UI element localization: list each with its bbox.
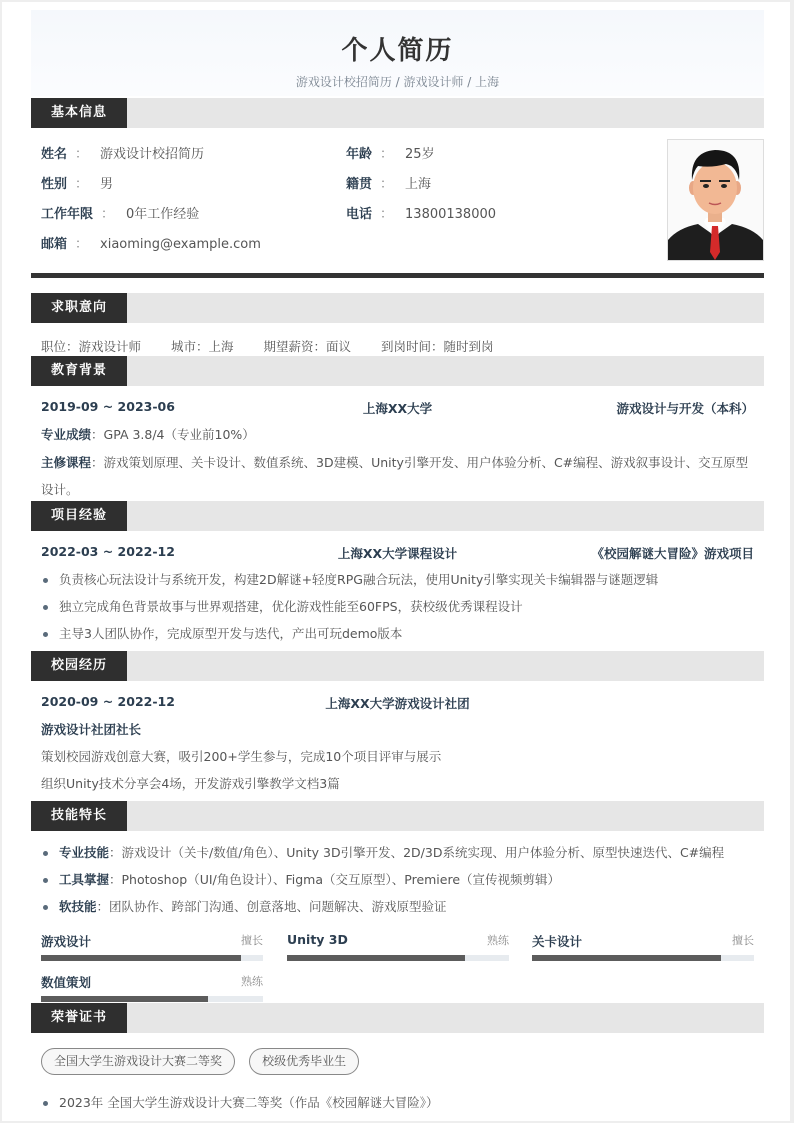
info-age	[346, 146, 435, 164]
skill-bar-track	[41, 955, 263, 961]
skill-label: 软技能	[59, 899, 97, 914]
section-header-education	[31, 356, 764, 386]
intent-position: 职位：游戏设计师	[41, 339, 142, 354]
skill-value: ：团队协作、跨部门沟通、创意落地、问题解决、游戏原型验证	[96, 899, 447, 914]
colon: ：	[101, 207, 115, 222]
section-title: 教育背景	[31, 356, 127, 386]
skill-bar	[532, 932, 754, 962]
skill-value: ：Photoshop（UI/角色设计）、Figma（交互原型）、Premiere（宣传视频剪辑）	[109, 872, 561, 887]
skill-bar-track	[287, 955, 509, 961]
job-intent-row	[41, 337, 520, 355]
campus-line: 策划校园游戏创意大赛，吸引200+学生参与，完成10个项目评审与展示	[41, 749, 442, 764]
honor-bullets	[41, 1089, 754, 1116]
info-label: 姓名	[41, 147, 68, 162]
info-label: 籍贯	[346, 177, 373, 192]
skill-bar-track	[532, 955, 754, 961]
education-period: 2019-09 ~ 2023-06	[41, 399, 175, 414]
intent-city: 城市：上海	[171, 339, 234, 354]
info-value: 男	[100, 177, 114, 192]
gpa-value: ：GPA 3.8/4（专业前10%）	[91, 427, 255, 442]
honor-tags	[41, 1048, 369, 1075]
list-item: 2023年 全国大学生游戏设计大赛二等奖（作品《校园解谜大冒险》）	[41, 1089, 754, 1116]
campus-period: 2020-09 ~ 2022-12	[41, 694, 175, 709]
section-title: 基本信息	[31, 98, 127, 128]
education-major: 游戏设计与开发（本科）	[616, 401, 754, 416]
project-org: 上海XX大学课程设计	[337, 546, 458, 561]
info-label: 年龄	[346, 147, 373, 162]
colon: ：	[75, 237, 89, 252]
info-value: 0年工作经验	[126, 207, 200, 222]
project-row	[41, 544, 754, 562]
skill-bar-level: 擅长	[241, 934, 263, 947]
skill-bar-name: 关卡设计	[532, 934, 583, 949]
skill-bar-track	[41, 996, 263, 1002]
list-item	[41, 839, 754, 866]
project-period: 2022-03 ~ 2022-12	[41, 544, 175, 559]
info-label: 电话	[346, 207, 373, 222]
divider	[31, 273, 764, 278]
skill-bar-name: 数值策划	[41, 975, 92, 990]
campus-row	[41, 694, 754, 712]
info-value: 上海	[405, 177, 432, 192]
info-value: 游戏设计校招简历	[100, 147, 205, 162]
section-title: 求职意向	[31, 293, 127, 323]
skill-bar-name: 游戏设计	[41, 934, 92, 949]
skill-label: 专业技能	[59, 845, 110, 860]
skill-value: ：游戏设计（关卡/数值/角色）、Unity 3D引擎开发、2D/3D系统实现、用户体验分析、原型快速迭代、C#编程	[109, 845, 725, 860]
gpa-label: 专业成绩	[41, 427, 92, 442]
info-label: 性别	[41, 177, 68, 192]
colon: ：	[75, 177, 89, 192]
section-header-skills	[31, 801, 764, 831]
skill-bar-level: 擅长	[732, 934, 754, 947]
colon: ：	[380, 207, 394, 222]
resume-header	[31, 10, 764, 96]
section-header-honors	[31, 1003, 764, 1033]
info-name	[41, 146, 204, 164]
list-item	[41, 893, 754, 920]
courses-label: 主修课程	[41, 455, 92, 470]
education-row	[41, 399, 754, 417]
section-title: 荣誉证书	[31, 1003, 127, 1033]
skill-bar	[41, 973, 263, 1003]
courses-value: ：游戏策划原理、关卡设计、数值系统、3D建模、Unity引擎开发、用户体验分析、C#编程、游戏叙事设计、交互原型设计。	[41, 455, 749, 497]
skill-bar-level: 熟练	[487, 934, 509, 947]
info-label: 邮箱	[41, 237, 68, 252]
info-phone	[346, 206, 496, 224]
intent-availability: 到岗时间：随时到岗	[381, 339, 494, 354]
honor-tag: 全国大学生游戏设计大赛二等奖	[41, 1048, 235, 1075]
skill-bar-level: 熟练	[241, 975, 263, 988]
skill-bar	[287, 932, 509, 962]
info-experience	[41, 206, 199, 224]
info-hometown	[346, 176, 431, 194]
skills-bullets	[41, 839, 754, 920]
page-title: 个人简历	[341, 36, 454, 66]
email-link[interactable]: xiaoming@example.com	[100, 237, 261, 252]
campus-line: 组织Unity技术分享会4场，开发游戏引擎教学文档3篇	[41, 776, 340, 791]
info-label: 工作年限	[41, 207, 94, 222]
campus-role: 游戏设计社团社长	[41, 722, 142, 737]
section-header-intent	[31, 293, 764, 323]
page-subtitle: 游戏设计校招简历 / 游戏设计师 / 上海	[295, 75, 500, 89]
section-header-basic	[31, 98, 764, 128]
campus-org: 上海XX大学游戏设计社团	[325, 696, 470, 711]
skill-bar-fill	[41, 955, 241, 961]
intent-salary: 期望薪资：面议	[263, 339, 352, 354]
list-item: 负责核心玩法设计与系统开发，构建2D解谜+轻度RPG融合玩法，使用Unity引擎实现关卡编辑器与谜题逻辑	[41, 566, 754, 593]
skill-bar-fill	[41, 996, 208, 1002]
project-bullets	[41, 566, 754, 647]
skill-label: 工具掌握	[59, 872, 110, 887]
honor-tag: 校级优秀毕业生	[249, 1048, 359, 1075]
skill-bar-name: Unity 3D	[287, 932, 348, 947]
skill-bar-fill	[287, 955, 465, 961]
info-email	[41, 236, 261, 254]
list-item: 独立完成角色背景故事与世界观搭建，优化游戏性能至60FPS，获校级优秀课程设计	[41, 593, 754, 620]
section-title: 技能特长	[31, 801, 127, 831]
colon: ：	[380, 177, 394, 192]
skill-bar-fill	[532, 955, 721, 961]
list-item: 主导3人团队协作，完成原型开发与迭代，产出可玩demo版本	[41, 620, 754, 647]
section-title: 校园经历	[31, 651, 127, 681]
phone-link[interactable]: 13800138000	[405, 207, 497, 222]
section-header-project	[31, 501, 764, 531]
section-title: 项目经验	[31, 501, 127, 531]
info-value: 25岁	[405, 147, 435, 162]
info-gender	[41, 176, 113, 194]
section-header-campus	[31, 651, 764, 681]
education-school: 上海XX大学	[362, 401, 433, 416]
list-item	[41, 866, 754, 893]
project-name: 《校园解谜大冒险》游戏项目	[591, 546, 754, 561]
colon: ：	[380, 147, 394, 162]
colon: ：	[75, 147, 89, 162]
avatar	[667, 139, 764, 261]
education-gpa	[41, 421, 754, 448]
avatar-photo-icon	[668, 140, 763, 260]
skill-bar	[41, 932, 263, 962]
education-courses	[41, 449, 754, 503]
